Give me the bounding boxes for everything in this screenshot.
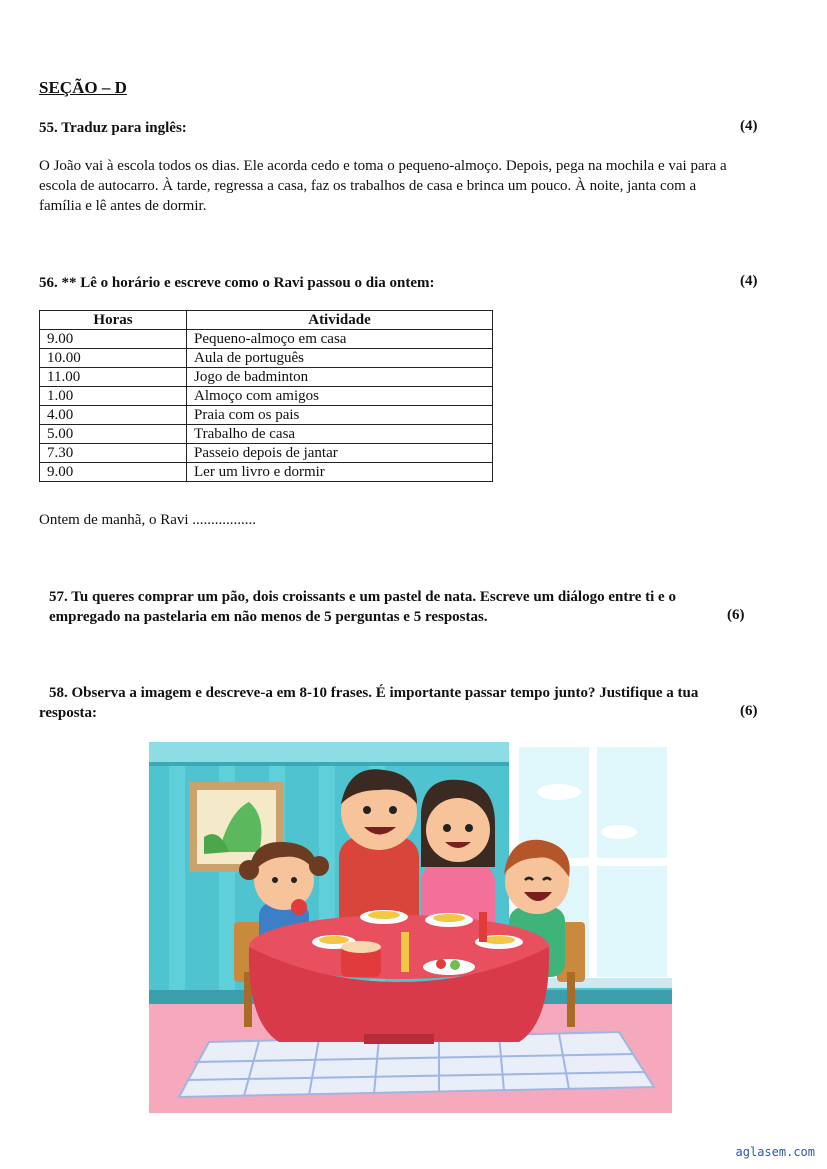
family-dinner-illustration bbox=[149, 742, 672, 1113]
q55-text-line: O João vai à escola todos os dias. Ele acorda cedo e toma o pequeno-almoço. Depois, pega na mochila e vai para a bbox=[39, 158, 727, 174]
q55-text bbox=[39, 156, 727, 216]
activity-cell: Aula de português bbox=[187, 349, 493, 368]
column-header-atividade: Atividade bbox=[187, 311, 493, 330]
table-row bbox=[40, 330, 493, 349]
time-cell: 9.00 bbox=[40, 463, 187, 482]
q55-text-line: família e lê antes de dormir. bbox=[39, 198, 207, 214]
time-cell: 11.00 bbox=[40, 368, 187, 387]
activity-cell: Pequeno-almoço em casa bbox=[187, 330, 493, 349]
q56-marks: (4) bbox=[740, 273, 758, 289]
activity-cell: Ler um livro e dormir bbox=[187, 463, 493, 482]
q57-marks: (6) bbox=[727, 607, 745, 623]
table-row bbox=[40, 406, 493, 425]
schedule-table bbox=[39, 310, 493, 482]
activity-cell: Passeio depois de jantar bbox=[187, 444, 493, 463]
q56-heading: 56. ** Lê o horário e escreve como o Ravi passou o dia ontem: bbox=[39, 275, 435, 291]
q57-question bbox=[49, 587, 676, 627]
q58-line: resposta: bbox=[39, 705, 98, 721]
table-row bbox=[40, 368, 493, 387]
q56-answer-prompt: Ontem de manhã, o Ravi ................. bbox=[39, 512, 257, 528]
table-header-row bbox=[40, 311, 493, 330]
table-row bbox=[40, 444, 493, 463]
table-row bbox=[40, 425, 493, 444]
time-cell: 7.30 bbox=[40, 444, 187, 463]
activity-cell: Almoço com amigos bbox=[187, 387, 493, 406]
table-row bbox=[40, 349, 493, 368]
q58-question bbox=[39, 683, 698, 723]
section-title: SEÇÃO – D bbox=[39, 78, 127, 97]
column-header-horas: Horas bbox=[40, 311, 187, 330]
q57-line: empregado na pastelaria em não menos de 5 perguntas e 5 respostas. bbox=[49, 609, 488, 625]
activity-cell: Jogo de badminton bbox=[187, 368, 493, 387]
q57-line: 57. Tu queres comprar um pão, dois croissants e um pastel de nata. Escreve um diálogo entre ti e o bbox=[49, 589, 676, 605]
activity-cell: Praia com os pais bbox=[187, 406, 493, 425]
table-row bbox=[40, 387, 493, 406]
footer-watermark[interactable]: aglasem.com bbox=[735, 1145, 815, 1159]
time-cell: 9.00 bbox=[40, 330, 187, 349]
time-cell: 5.00 bbox=[40, 425, 187, 444]
time-cell: 10.00 bbox=[40, 349, 187, 368]
q55-marks: (4) bbox=[740, 118, 758, 134]
activity-cell: Trabalho de casa bbox=[187, 425, 493, 444]
time-cell: 1.00 bbox=[40, 387, 187, 406]
q58-marks: (6) bbox=[740, 703, 758, 719]
q55-heading: 55. Traduz para inglês: bbox=[39, 120, 187, 136]
q55-text-line: escola de autocarro. À tarde, regressa a casa, faz os trabalhos de casa e brinca um pouco. À noite, janta com a bbox=[39, 178, 697, 194]
q58-line: 58. Observa a imagem e descreve-a em 8-10 frases. É importante passar tempo junto? Justifique a tua bbox=[49, 685, 699, 701]
table-row bbox=[40, 463, 493, 482]
time-cell: 4.00 bbox=[40, 406, 187, 425]
